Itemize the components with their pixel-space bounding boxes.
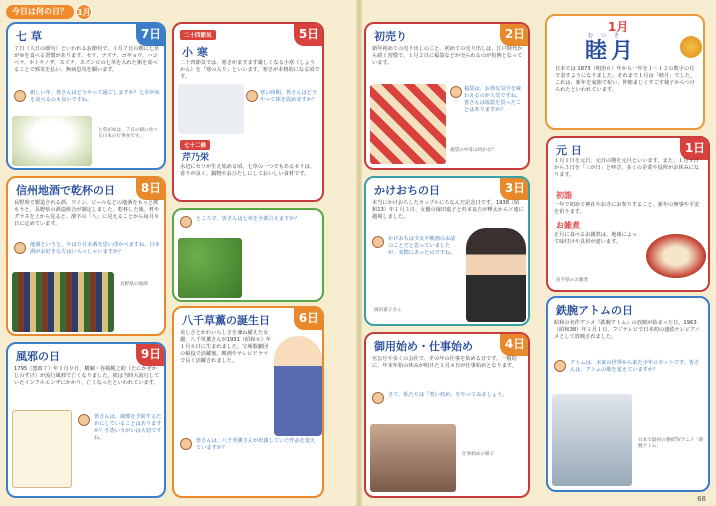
card-shinshu [6, 176, 166, 336]
child-avatar-icon [180, 216, 192, 228]
card-text: １月１日を元日、元日の朝を元旦といいます。また、１月１日から３日を「三が日」と呼び、多くの企業や役所がお休みになります。 [554, 158, 700, 178]
card-komame [172, 22, 324, 202]
card-atom [546, 296, 710, 492]
card-title: 元 日 [556, 144, 582, 157]
card-title: 鉄腕アトムの日 [556, 304, 633, 317]
nanakusa-gayu-image [12, 116, 92, 166]
sick-person-illustration [12, 410, 72, 488]
actress-kakeochi-illustration [466, 228, 526, 322]
card-caption: 七草がゆは、７日の朝に食べる日本の行事食です。 [98, 128, 158, 139]
month-label: 1月 [608, 20, 629, 34]
card-qa: 福袋は、お得な気分を味わえるのが人気ですね。皆さんは福袋を買ったことはありますか？ [464, 86, 522, 113]
page-number: 68 [697, 495, 706, 503]
card-ganjitsu [546, 136, 710, 292]
card-text: 二十四節気では、寒さがますます厳しくなる小寒（しょうかん）を「寒の入り」といいます。寒さが本格的になる頃です。 [180, 60, 320, 80]
card-hatsuuri [364, 22, 530, 170]
card-caption: 日本で最初の連続TVアニメ「鉄腕アトム」 [638, 438, 704, 449]
child-avatar-icon [554, 360, 566, 372]
card-text: 美しさとかわいらしさを兼ね備えた女優、八千草薫さんが1931（昭和６）年１月６日に生まれました。宝塚歌劇団の娘役で活躍後、映画やテレビドラマで長く活躍されました。 [180, 330, 272, 364]
day-badge: 5日 [294, 22, 324, 46]
card-text-seri: 水辺にセリが生え始める頃。七草の一つでもあるセリは、香りが良く、鍋物やおひたしにしておいしい食材です。 [180, 164, 315, 177]
card-text: 本当にかけおちしたカップルにちなんだ記念日です。1938（昭和13）年１月３日、女優の岡田嘉子と杉本良吉が樺太からソ連に越境しました。 [372, 200, 524, 220]
child-avatar-icon [180, 438, 192, 450]
day-badge: 8日 [136, 176, 166, 200]
card-caption: 仕事始めの様子 [462, 452, 495, 457]
card-title: 風邪の日 [16, 350, 60, 363]
card-qa: 皆さんは、風邪を予防するためにしていることはありますか？手洗いうがいは大切ですね。 [94, 414, 162, 441]
tag-72kou: 七十二候 [180, 140, 210, 150]
card-yachigusa [172, 306, 324, 498]
card-text: 新年初めての売り出しのこと。初めての売り出しは、江戸時代から続く習慣で、１月２日に福袋などが売られるのが恒例となっています。 [372, 46, 523, 66]
card-qa: 新しい年、皆さんはどうやって過ごしますか？七草がゆを食べるのも良いですね。 [30, 90, 160, 103]
card-caption: 福袋の中身は何かな？ [450, 148, 496, 153]
child-avatar-icon [14, 90, 26, 102]
snow-rabbit-image [178, 84, 244, 134]
page-spine [356, 0, 362, 506]
card-qa: アトムは、未来の世界から来た少年ロボットです。皆さんは、アトムの歌を覚えていますか？ [570, 360, 700, 373]
child-avatar-icon [372, 236, 384, 248]
card-qa: 皆さんは、八千草薫さんが出演していた作品を覚えていますか？ [196, 438, 316, 451]
card-caption: 長野県の地酒 [120, 282, 148, 287]
actress-illustration [274, 336, 322, 436]
tag-24sekki: 二十四節気 [180, 30, 216, 40]
child-avatar-icon [78, 414, 90, 426]
ornament-icon [680, 36, 702, 58]
card-title-seri: 芹乃栄 [182, 153, 210, 163]
card-title: かけおちの日 [374, 184, 440, 197]
card-caption: 岩手県のお雑煮 [556, 278, 589, 283]
card-text: 長野県で製造される酒、ワイン、ビールなどの地酒をもっと飲もうと、長野県の酒造組合が制定しました。乾杯した後、杯やグラスを上から見ると、漢字の「八」に見えることから毎月８日に定めています。 [14, 200, 160, 227]
card-title: 初売り [374, 30, 407, 43]
month-text: 日本では 1873（明治６）年から一年を１～１２の数字の月で表すようになりました。それまで１月は「睦月」でした。これは、新年を家族で祝い、仲睦まじくすごす様子からつけられたといわれています。 [555, 66, 696, 93]
card-qa: かけおちは少女や映画のお話のことだと思っていましたが、実際にあったのですね。 [388, 236, 456, 256]
day-badge: 4日 [500, 332, 530, 356]
card-goyouhajime [364, 332, 530, 498]
sub2-text: 正月に食べるお雑煮は、地域によって味付けや具材が違います。 [554, 232, 638, 245]
fukubukuro-image [370, 84, 446, 164]
ozoni-image [646, 234, 706, 278]
card-text: ７日（人日の節句）といわれるお節句で、１月７日の朝に七草がゆを食べる習慣があります。セリ、ナズナ、ゴギョウ、ハコベラ、ホトケノザ、スズナ、スズシロの七草を入れた粥を食べることで邪気を払い、無病息災を願います。 [14, 46, 160, 73]
subheading-ozoni: お雑煮 [556, 221, 580, 230]
card-qa: さて、私たちは「笑い初め」をやってみましょう。 [388, 392, 508, 398]
card-kakeochi [364, 176, 530, 326]
sake-bottles-image [12, 272, 114, 332]
child-avatar-icon [246, 90, 258, 102]
child-avatar-icon [450, 86, 462, 98]
card-title: 七 草 [16, 30, 42, 43]
subheading-hatsumode: 初詣 [556, 191, 572, 200]
page-header [6, 4, 92, 20]
card-kaze [6, 342, 166, 498]
day-badge: 9日 [136, 342, 166, 366]
header-label: 今日は何の日？ [6, 5, 74, 19]
card-title: 小 寒 [182, 46, 208, 59]
card-title: 八千草薫の誕生日 [182, 314, 270, 327]
card-caption: 岡田嘉子さん [374, 308, 402, 313]
day-badge: 7日 [136, 22, 166, 46]
day-badge: 6日 [294, 306, 324, 330]
card-qa: 寒い時期、皆さんはどうやって体を温めますか？ [260, 90, 318, 103]
month-name: 睦月 [585, 39, 638, 64]
child-avatar-icon [372, 392, 384, 404]
seri-plant-image [178, 238, 242, 298]
day-badge: 2日 [500, 22, 530, 46]
month-ruby: むつき [588, 33, 628, 39]
card-title: 信州地酒で乾杯の日 [16, 184, 115, 197]
sub1-text: 一年で初めて神社やお寺にお参りすること。新年の無事や平安を祈ります。 [554, 202, 700, 215]
card-qa: ところで、皆さんは七草を全部言えますか？ [196, 216, 300, 222]
card-text: 昭和の名作アニメ『鉄腕アトム』の放映が始まった日。1963（昭和38）年１月１日、フジテレビで日本初の連続テレビアニメとして放映されました。 [554, 320, 700, 340]
card-nanakusa [6, 22, 166, 170]
day-badge: 1日 [680, 136, 710, 160]
atom-image [552, 394, 632, 486]
shigoto-hajime-photo [370, 424, 456, 492]
card-text: 官公庁や多くの会社で、その年の仕事を始める日です。一般的に、年末年始の休みが明けた１月４日が仕事始めとなります。 [372, 356, 517, 369]
card-qa: 地酒というと、やはり日本酒を思い浮かべますね。日本酒がお好きな方はいらっしゃいますか？ [30, 242, 160, 255]
card-seri [172, 208, 324, 302]
card-text: 1795（寛政７）年１月９日、横綱・谷風梶之助（たにかぜかじのすけ）が流行風邪で亡くなりました。彼は当時大流行していたインフルエンザにかかり、亡くなったといわれています。 [14, 366, 160, 386]
day-badge: 3日 [500, 176, 530, 200]
card-title: 御用始め・仕事始め [374, 340, 473, 353]
header-month-badge: 1月 [76, 4, 92, 20]
child-avatar-icon [14, 242, 26, 254]
